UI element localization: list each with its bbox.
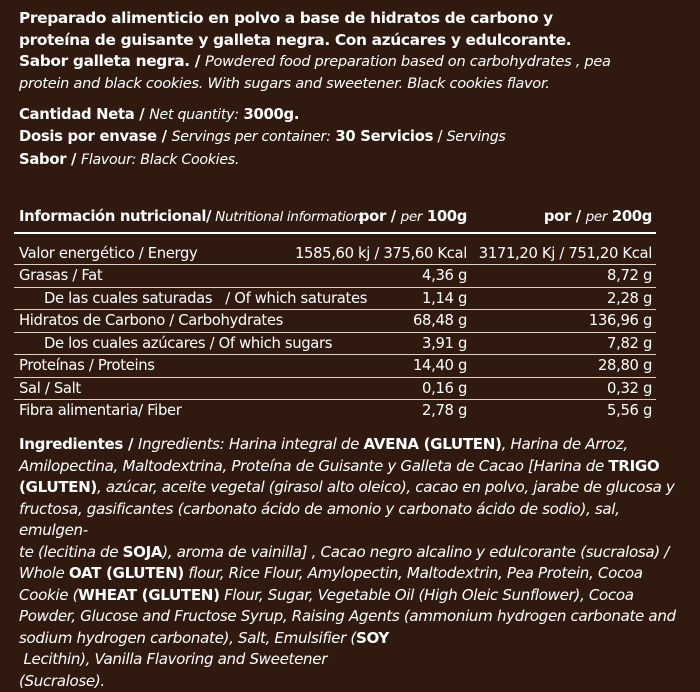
column-header-100g: [359, 200, 467, 234]
allergen-soy: SOJA: [123, 543, 163, 561]
nutrient-label: Proteínas / Proteins: [19, 355, 155, 378]
nutrition-row-saturates: [14, 288, 656, 311]
value-per-100g: 0,16 g: [422, 378, 467, 401]
value-per-200g: 136,96 g: [589, 310, 652, 333]
column-header-100g-unit: 100g: [422, 208, 467, 225]
value-per-100g: 1585,60 kj / 375,60 Kcal: [295, 234, 467, 274]
ingredients-heading: Ingredientes: [19, 435, 123, 453]
nutrient-label: De las cuales saturadas / Of which saturates: [44, 288, 367, 311]
ingredients-text: Lecithin), Vanilla Flavoring and Sweetener: [19, 650, 327, 668]
ingredients-text: sodium hydrogen carbonate), Salt, Emulsifier (: [19, 629, 356, 647]
ingredients-line: [19, 563, 691, 585]
value-per-200g: 3171,20 Kj / 751,20 Kcal: [479, 234, 652, 274]
servings-label: Dosis por envase: [19, 128, 157, 145]
ingredients-text: flour, Rice Flour, Amylopectin, Maltodextrin, Pea Protein, Cocoa: [184, 564, 643, 582]
flavour-line: [19, 149, 679, 171]
allergen-gluten: (GLUTEN): [19, 478, 97, 496]
allergen-soy-en: SOY: [356, 629, 389, 647]
net-quantity-value: 3000g.: [239, 106, 299, 123]
value-per-200g: 0,32 g: [607, 378, 652, 401]
description-en-line-1: Powdered food preparation based on carbohydrates , pea: [205, 53, 611, 70]
column-header-200g-es: por /: [544, 208, 586, 225]
ingredients-text: , Harina de Arroz,: [502, 435, 628, 453]
separator: /: [123, 435, 138, 453]
nutrition-row-salt: [14, 378, 656, 401]
servings-label-en: Servings per container:: [172, 129, 331, 145]
ingredients-line: [19, 434, 691, 456]
nutrient-label: Valor energético / Energy: [19, 234, 197, 274]
ingredients-line: [19, 542, 691, 564]
value-per-100g: 3,91 g: [422, 333, 467, 356]
ingredients-text: (Sucralose).: [19, 671, 691, 692]
ingredients-section: [19, 434, 691, 692]
allergen-oat-en: OAT (GLUTEN): [69, 564, 184, 582]
ingredients-text: Amilopectina, Maltodextrina, Proteína de Guisante y Galleta de Cacao [Harina de: [19, 457, 608, 475]
nutrition-row-carbohydrates: [14, 310, 656, 333]
value-per-200g: 2,28 g: [607, 288, 652, 311]
ingredients-text: Ingredients: Harina integral de: [138, 435, 363, 453]
separator: /: [433, 128, 447, 145]
column-header-200g-en: per: [586, 209, 608, 225]
description-es-line-1: Preparado alimenticio en polvo a base de hidratos de carbono y: [19, 8, 691, 30]
product-meta: [19, 104, 679, 171]
net-quantity-label: Cantidad Neta: [19, 106, 134, 123]
separator: /: [66, 151, 81, 168]
nutrient-label: Hidratos de Carbono / Carbohydrates: [19, 310, 283, 333]
nutrition-row-fiber: [14, 400, 656, 423]
description-en-line-2: protein and black cookies. With sugars and sweetener. Black cookies flavor.: [19, 73, 691, 95]
column-header-200g-unit: 200g: [607, 208, 652, 225]
ingredients-text: Whole: [19, 564, 69, 582]
ingredients-line: [19, 456, 691, 478]
nutrition-title: [19, 200, 362, 234]
nutrient-label: Fibra alimentaria/ Fiber: [19, 400, 182, 423]
value-per-200g: 7,82 g: [607, 333, 652, 356]
nutrition-title-es: Información nutricional/: [19, 208, 211, 225]
value-per-100g: 14,40 g: [413, 355, 467, 378]
ingredients-text: fructosa, gasificantes (carbonato ácido de amonio y carbonato ácido de sodio), sal, emulgen-: [19, 499, 691, 542]
nutrient-label: Grasas / Fat: [19, 265, 102, 288]
separator: /: [134, 106, 149, 123]
flavour-label: Sabor: [19, 151, 66, 168]
flavour-es: Sabor galleta negra.: [19, 52, 190, 70]
flavour-value-en: Flavour: Black Cookies.: [81, 152, 239, 168]
product-description: [19, 8, 691, 94]
allergen-oat: AVENA (GLUTEN): [363, 435, 501, 453]
ingredients-text: ), aroma de vainilla] , Cacao negro alcalino y edulcorante (sucralosa) /: [162, 543, 669, 561]
column-header-100g-en: per: [401, 209, 423, 225]
column-header-100g-es: por /: [359, 208, 401, 225]
nutrition-row-sugars: [14, 333, 656, 356]
ingredients-line: [19, 477, 691, 499]
description-line-3: [19, 51, 691, 73]
ingredients-text: Flour, Sugar, Vegetable Oil (High Oleic Sunflower), Cocoa: [220, 586, 634, 604]
ingredients-line: [19, 628, 691, 671]
servings-value: 30 Servicios: [331, 128, 434, 145]
separator: /: [190, 52, 205, 70]
allergen-wheat: TRIGO: [608, 457, 659, 475]
net-quantity-line: [19, 104, 679, 126]
ingredients-text: Cookie (: [19, 586, 78, 604]
value-per-100g: 68,48 g: [413, 310, 467, 333]
nutrient-label: Sal / Salt: [19, 378, 81, 401]
nutrition-title-en: Nutritional information: [211, 209, 362, 225]
ingredients-text: Powder, Glucose and Fructose Syrup, Raising Agents (ammonium hydrogen carbonate and: [19, 606, 691, 628]
value-per-200g: 28,80 g: [598, 355, 652, 378]
value-per-100g: 4,36 g: [422, 265, 467, 288]
column-header-200g: [544, 200, 652, 234]
value-per-100g: 2,78 g: [422, 400, 467, 423]
servings-unit-en: Servings: [447, 129, 506, 145]
nutrition-row-proteins: [14, 355, 656, 378]
nutrition-row-fat: [14, 265, 656, 288]
value-per-200g: 8,72 g: [607, 265, 652, 288]
ingredients-text: , azúcar, aceite vegetal (girasol alto oleico), cacao en polvo, jarabe de glucosa y: [97, 478, 675, 496]
value-per-100g: 1,14 g: [422, 288, 467, 311]
separator: /: [157, 128, 172, 145]
nutrition-table-header: [14, 200, 656, 234]
servings-line: [19, 126, 679, 148]
allergen-wheat-en: WHEAT (GLUTEN): [78, 586, 220, 604]
value-per-200g: 5,56 g: [607, 400, 652, 423]
ingredients-text: te (lecitina de: [19, 543, 123, 561]
net-quantity-label-en: Net quantity:: [149, 107, 238, 123]
ingredients-line: [19, 585, 691, 607]
nutrition-table: [14, 200, 656, 423]
nutrition-row-energy: [14, 234, 656, 265]
description-es-line-2: proteína de guisante y galleta negra. Con azúcares y edulcorante.: [19, 30, 691, 52]
nutrient-label: De los cuales azúcares / Of which sugars: [44, 333, 332, 356]
